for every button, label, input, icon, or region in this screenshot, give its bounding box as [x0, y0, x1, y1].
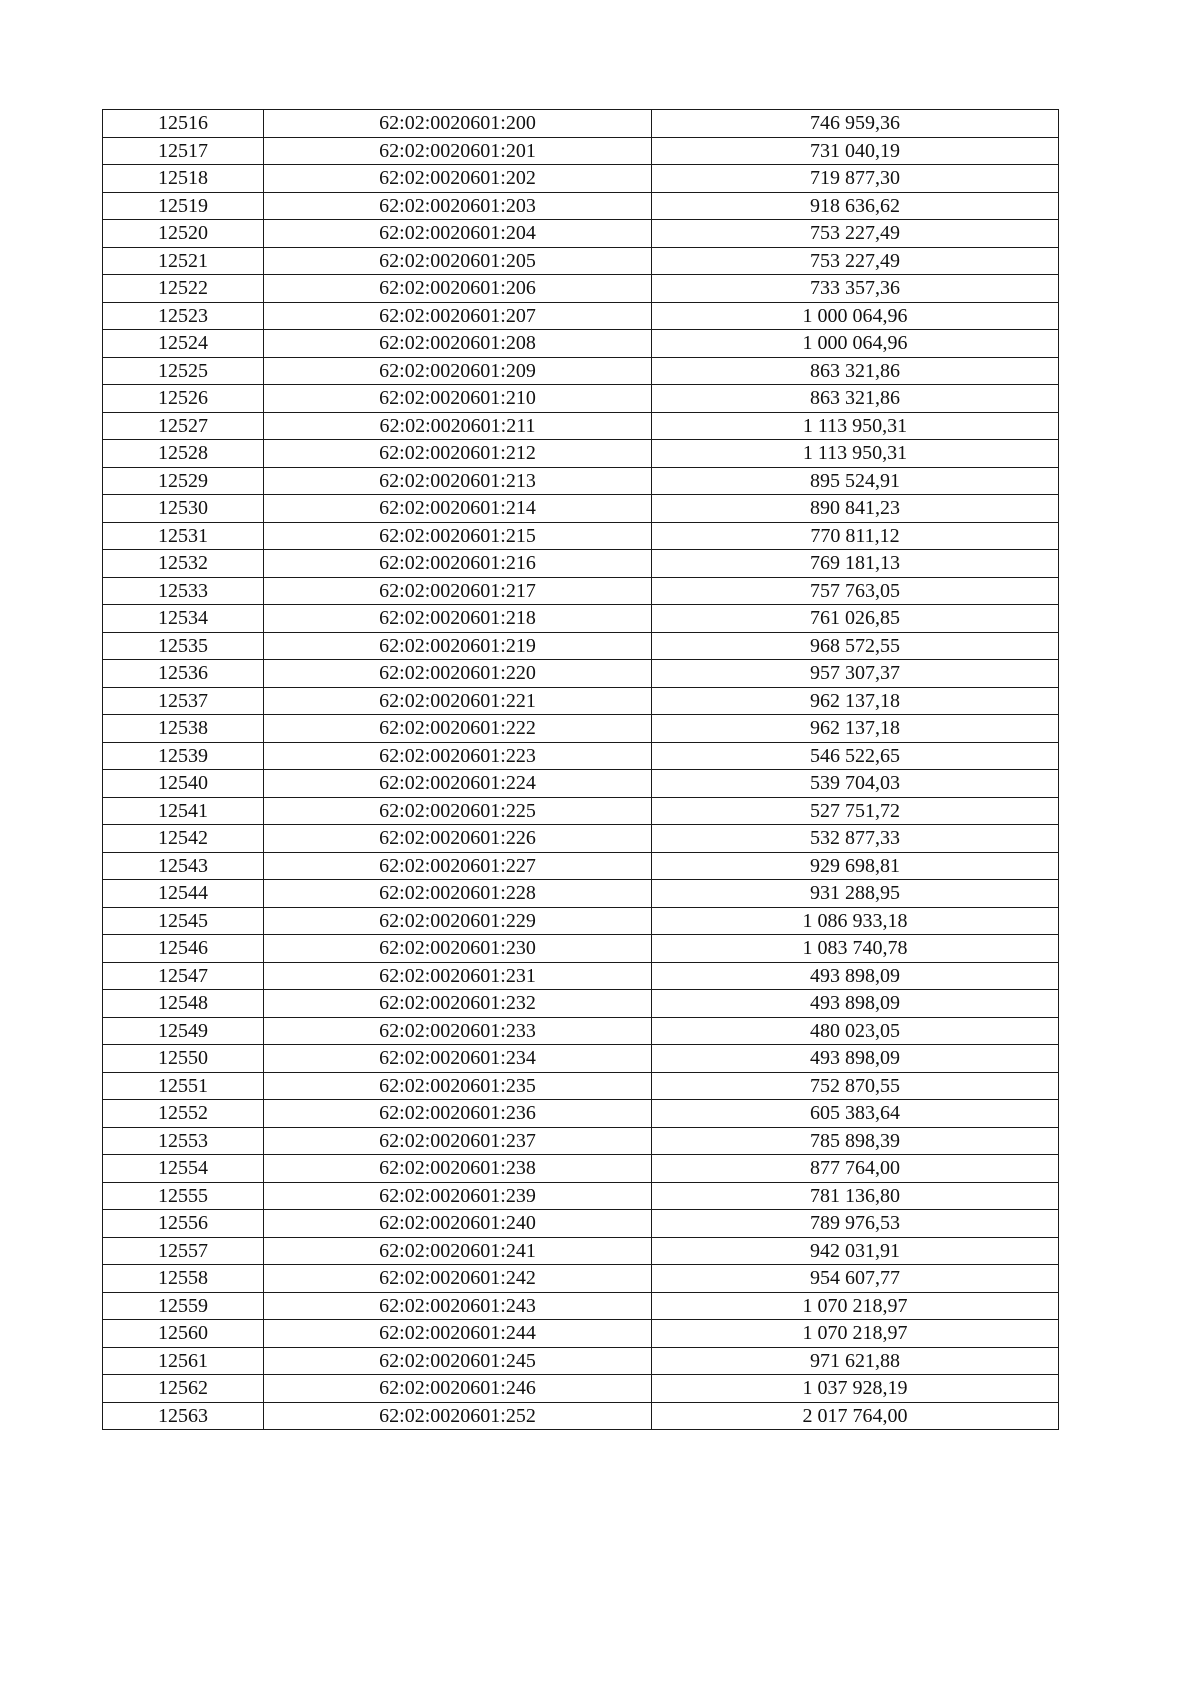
table-row — [103, 1155, 1059, 1183]
table-row — [103, 302, 1059, 330]
cadastral-number-cell: 62:02:0020601:225 — [264, 797, 652, 825]
cadastral-number-cell: 62:02:0020601:237 — [264, 1127, 652, 1155]
cadastral-number-cell: 62:02:0020601:205 — [264, 247, 652, 275]
cadastral-number-cell: 62:02:0020601:213 — [264, 467, 652, 495]
table-row — [103, 687, 1059, 715]
cadastral-value-cell: 929 698,81 — [652, 852, 1059, 880]
cadastral-value-cell: 532 877,33 — [652, 825, 1059, 853]
cadastral-value-cell: 1 070 218,97 — [652, 1320, 1059, 1348]
row-number-cell: 12543 — [103, 852, 264, 880]
cadastral-value-cell: 957 307,37 — [652, 660, 1059, 688]
cadastral-number-cell: 62:02:0020601:219 — [264, 632, 652, 660]
table-row — [103, 962, 1059, 990]
cadastral-value-cell: 761 026,85 — [652, 605, 1059, 633]
row-number-cell: 12523 — [103, 302, 264, 330]
cadastral-number-cell: 62:02:0020601:209 — [264, 357, 652, 385]
cadastral-value-cell: 1 000 064,96 — [652, 302, 1059, 330]
table-row — [103, 247, 1059, 275]
row-number-cell: 12555 — [103, 1182, 264, 1210]
row-number-cell: 12524 — [103, 330, 264, 358]
cadastral-value-cell: 731 040,19 — [652, 137, 1059, 165]
cadastral-number-cell: 62:02:0020601:200 — [264, 110, 652, 138]
cadastral-number-cell: 62:02:0020601:226 — [264, 825, 652, 853]
cadastral-number-cell: 62:02:0020601:210 — [264, 385, 652, 413]
row-number-cell: 12548 — [103, 990, 264, 1018]
table-row — [103, 1045, 1059, 1073]
cadastral-value-cell: 493 898,09 — [652, 990, 1059, 1018]
cadastral-value-cell: 1 070 218,97 — [652, 1292, 1059, 1320]
table-row — [103, 1402, 1059, 1430]
row-number-cell: 12537 — [103, 687, 264, 715]
row-number-cell: 12563 — [103, 1402, 264, 1430]
row-number-cell: 12528 — [103, 440, 264, 468]
table-row — [103, 935, 1059, 963]
cadastral-number-cell: 62:02:0020601:227 — [264, 852, 652, 880]
table-row — [103, 1375, 1059, 1403]
table-row — [103, 1347, 1059, 1375]
table-row — [103, 110, 1059, 138]
cadastral-value-cell: 493 898,09 — [652, 962, 1059, 990]
row-number-cell: 12536 — [103, 660, 264, 688]
cadastral-value-cell: 895 524,91 — [652, 467, 1059, 495]
table-row — [103, 275, 1059, 303]
row-number-cell: 12551 — [103, 1072, 264, 1100]
cadastral-value-cell: 1 037 928,19 — [652, 1375, 1059, 1403]
table-row — [103, 220, 1059, 248]
cadastral-value-table — [102, 109, 1059, 1430]
cadastral-number-cell: 62:02:0020601:218 — [264, 605, 652, 633]
row-number-cell: 12540 — [103, 770, 264, 798]
cadastral-value-cell: 781 136,80 — [652, 1182, 1059, 1210]
cadastral-number-cell: 62:02:0020601:252 — [264, 1402, 652, 1430]
row-number-cell: 12553 — [103, 1127, 264, 1155]
table-row — [103, 1292, 1059, 1320]
table-row — [103, 165, 1059, 193]
row-number-cell: 12544 — [103, 880, 264, 908]
row-number-cell: 12529 — [103, 467, 264, 495]
table-row — [103, 660, 1059, 688]
cadastral-value-cell: 1 113 950,31 — [652, 440, 1059, 468]
row-number-cell: 12534 — [103, 605, 264, 633]
cadastral-number-cell: 62:02:0020601:211 — [264, 412, 652, 440]
cadastral-number-cell: 62:02:0020601:212 — [264, 440, 652, 468]
table-row — [103, 137, 1059, 165]
table-row — [103, 495, 1059, 523]
table-row — [103, 770, 1059, 798]
cadastral-value-cell: 1 000 064,96 — [652, 330, 1059, 358]
row-number-cell: 12541 — [103, 797, 264, 825]
row-number-cell: 12547 — [103, 962, 264, 990]
cadastral-value-cell: 1 113 950,31 — [652, 412, 1059, 440]
cadastral-number-cell: 62:02:0020601:234 — [264, 1045, 652, 1073]
cadastral-number-cell: 62:02:0020601:240 — [264, 1210, 652, 1238]
cadastral-value-cell: 719 877,30 — [652, 165, 1059, 193]
table-row — [103, 632, 1059, 660]
cadastral-number-cell: 62:02:0020601:241 — [264, 1237, 652, 1265]
cadastral-value-cell: 546 522,65 — [652, 742, 1059, 770]
table-row — [103, 852, 1059, 880]
cadastral-value-cell: 752 870,55 — [652, 1072, 1059, 1100]
cadastral-number-cell: 62:02:0020601:217 — [264, 577, 652, 605]
row-number-cell: 12535 — [103, 632, 264, 660]
cadastral-number-cell: 62:02:0020601:203 — [264, 192, 652, 220]
cadastral-value-cell: 753 227,49 — [652, 220, 1059, 248]
table-row — [103, 1127, 1059, 1155]
table-row — [103, 357, 1059, 385]
cadastral-value-cell: 539 704,03 — [652, 770, 1059, 798]
cadastral-value-cell: 757 763,05 — [652, 577, 1059, 605]
row-number-cell: 12521 — [103, 247, 264, 275]
cadastral-number-cell: 62:02:0020601:204 — [264, 220, 652, 248]
cadastral-number-cell: 62:02:0020601:229 — [264, 907, 652, 935]
table-row — [103, 550, 1059, 578]
cadastral-value-cell: 962 137,18 — [652, 687, 1059, 715]
table-row — [103, 1320, 1059, 1348]
row-number-cell: 12560 — [103, 1320, 264, 1348]
row-number-cell: 12519 — [103, 192, 264, 220]
table-row — [103, 715, 1059, 743]
table-row — [103, 522, 1059, 550]
cadastral-value-cell: 931 288,95 — [652, 880, 1059, 908]
cadastral-number-cell: 62:02:0020601:224 — [264, 770, 652, 798]
row-number-cell: 12525 — [103, 357, 264, 385]
table-row — [103, 742, 1059, 770]
row-number-cell: 12549 — [103, 1017, 264, 1045]
row-number-cell: 12538 — [103, 715, 264, 743]
cadastral-value-cell: 733 357,36 — [652, 275, 1059, 303]
cadastral-number-cell: 62:02:0020601:239 — [264, 1182, 652, 1210]
cadastral-number-cell: 62:02:0020601:201 — [264, 137, 652, 165]
row-number-cell: 12554 — [103, 1155, 264, 1183]
cadastral-number-cell: 62:02:0020601:246 — [264, 1375, 652, 1403]
cadastral-number-cell: 62:02:0020601:223 — [264, 742, 652, 770]
cadastral-number-cell: 62:02:0020601:207 — [264, 302, 652, 330]
row-number-cell: 12532 — [103, 550, 264, 578]
cadastral-value-cell: 863 321,86 — [652, 385, 1059, 413]
cadastral-number-cell: 62:02:0020601:214 — [264, 495, 652, 523]
row-number-cell: 12561 — [103, 1347, 264, 1375]
table-row — [103, 1265, 1059, 1293]
cadastral-number-cell: 62:02:0020601:206 — [264, 275, 652, 303]
row-number-cell: 12526 — [103, 385, 264, 413]
row-number-cell: 12546 — [103, 935, 264, 963]
cadastral-value-cell: 480 023,05 — [652, 1017, 1059, 1045]
row-number-cell: 12516 — [103, 110, 264, 138]
table-row — [103, 385, 1059, 413]
row-number-cell: 12530 — [103, 495, 264, 523]
cadastral-number-cell: 62:02:0020601:242 — [264, 1265, 652, 1293]
cadastral-value-cell: 890 841,23 — [652, 495, 1059, 523]
table-row — [103, 577, 1059, 605]
cadastral-number-cell: 62:02:0020601:230 — [264, 935, 652, 963]
table-body — [103, 110, 1059, 1430]
cadastral-number-cell: 62:02:0020601:216 — [264, 550, 652, 578]
cadastral-number-cell: 62:02:0020601:231 — [264, 962, 652, 990]
table-row — [103, 467, 1059, 495]
table-row — [103, 797, 1059, 825]
cadastral-number-cell: 62:02:0020601:208 — [264, 330, 652, 358]
cadastral-value-cell: 789 976,53 — [652, 1210, 1059, 1238]
row-number-cell: 12559 — [103, 1292, 264, 1320]
cadastral-value-cell: 1 086 933,18 — [652, 907, 1059, 935]
table-row — [103, 907, 1059, 935]
row-number-cell: 12518 — [103, 165, 264, 193]
row-number-cell: 12562 — [103, 1375, 264, 1403]
cadastral-value-cell: 971 621,88 — [652, 1347, 1059, 1375]
cadastral-value-cell: 968 572,55 — [652, 632, 1059, 660]
row-number-cell: 12558 — [103, 1265, 264, 1293]
table-row — [103, 412, 1059, 440]
cadastral-value-cell: 2 017 764,00 — [652, 1402, 1059, 1430]
table-row — [103, 880, 1059, 908]
cadastral-number-cell: 62:02:0020601:215 — [264, 522, 652, 550]
cadastral-value-cell: 785 898,39 — [652, 1127, 1059, 1155]
cadastral-number-cell: 62:02:0020601:236 — [264, 1100, 652, 1128]
table-row — [103, 1100, 1059, 1128]
cadastral-value-cell: 769 181,13 — [652, 550, 1059, 578]
row-number-cell: 12542 — [103, 825, 264, 853]
row-number-cell: 12527 — [103, 412, 264, 440]
table-row — [103, 1017, 1059, 1045]
table-row — [103, 1237, 1059, 1265]
cadastral-value-cell: 770 811,12 — [652, 522, 1059, 550]
cadastral-number-cell: 62:02:0020601:222 — [264, 715, 652, 743]
row-number-cell: 12545 — [103, 907, 264, 935]
cadastral-number-cell: 62:02:0020601:235 — [264, 1072, 652, 1100]
table-row — [103, 330, 1059, 358]
cadastral-number-cell: 62:02:0020601:221 — [264, 687, 652, 715]
row-number-cell: 12520 — [103, 220, 264, 248]
row-number-cell: 12557 — [103, 1237, 264, 1265]
cadastral-number-cell: 62:02:0020601:243 — [264, 1292, 652, 1320]
cadastral-value-cell: 877 764,00 — [652, 1155, 1059, 1183]
cadastral-number-cell: 62:02:0020601:244 — [264, 1320, 652, 1348]
cadastral-value-cell: 863 321,86 — [652, 357, 1059, 385]
table-row — [103, 1072, 1059, 1100]
cadastral-number-cell: 62:02:0020601:233 — [264, 1017, 652, 1045]
row-number-cell: 12552 — [103, 1100, 264, 1128]
row-number-cell: 12556 — [103, 1210, 264, 1238]
cadastral-value-cell: 942 031,91 — [652, 1237, 1059, 1265]
cadastral-value-cell: 1 083 740,78 — [652, 935, 1059, 963]
table-row — [103, 990, 1059, 1018]
table-row — [103, 440, 1059, 468]
row-number-cell: 12517 — [103, 137, 264, 165]
table-row — [103, 192, 1059, 220]
cadastral-value-cell: 962 137,18 — [652, 715, 1059, 743]
cadastral-number-cell: 62:02:0020601:245 — [264, 1347, 652, 1375]
row-number-cell: 12522 — [103, 275, 264, 303]
cadastral-number-cell: 62:02:0020601:202 — [264, 165, 652, 193]
cadastral-value-cell: 954 607,77 — [652, 1265, 1059, 1293]
row-number-cell: 12531 — [103, 522, 264, 550]
cadastral-number-cell: 62:02:0020601:238 — [264, 1155, 652, 1183]
cadastral-value-cell: 605 383,64 — [652, 1100, 1059, 1128]
cadastral-number-cell: 62:02:0020601:228 — [264, 880, 652, 908]
table-row — [103, 1182, 1059, 1210]
cadastral-value-cell: 753 227,49 — [652, 247, 1059, 275]
row-number-cell: 12550 — [103, 1045, 264, 1073]
row-number-cell: 12539 — [103, 742, 264, 770]
row-number-cell: 12533 — [103, 577, 264, 605]
cadastral-value-cell: 746 959,36 — [652, 110, 1059, 138]
cadastral-value-cell: 527 751,72 — [652, 797, 1059, 825]
cadastral-number-cell: 62:02:0020601:232 — [264, 990, 652, 1018]
cadastral-value-cell: 493 898,09 — [652, 1045, 1059, 1073]
cadastral-number-cell: 62:02:0020601:220 — [264, 660, 652, 688]
table-row — [103, 825, 1059, 853]
table-row — [103, 605, 1059, 633]
cadastral-value-cell: 918 636,62 — [652, 192, 1059, 220]
table-row — [103, 1210, 1059, 1238]
